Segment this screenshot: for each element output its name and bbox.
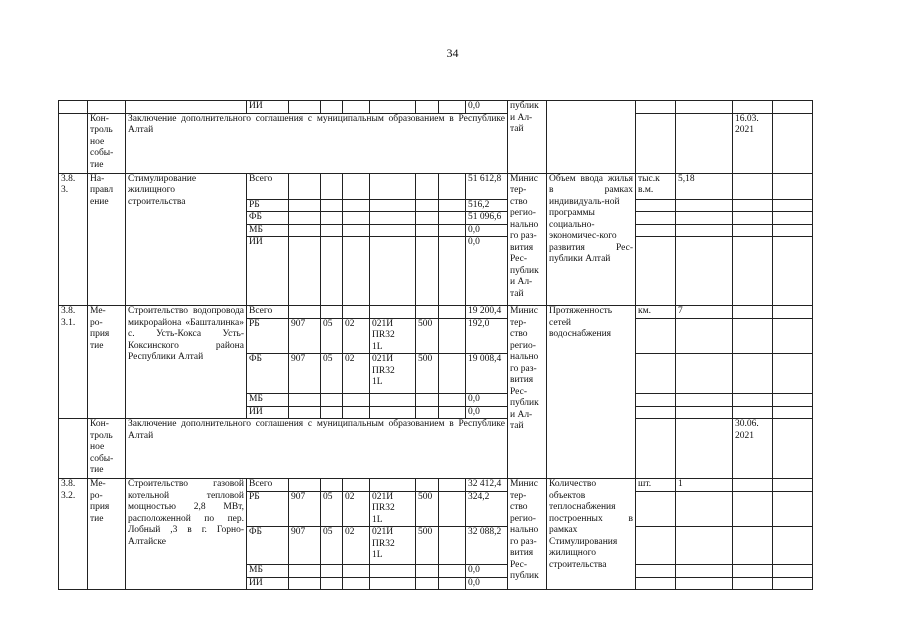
grbs-cell: 907 (289, 354, 321, 394)
rz-cell: 05 (321, 491, 343, 527)
amount-cell: 0,0 (466, 237, 508, 306)
vr-cell: 500 (416, 527, 439, 565)
item-number: 3.8. 3. (59, 173, 88, 306)
table-row (59, 173, 813, 199)
executor-cell: Минис тер- ство регио- нально го раз- вития Рес- публик (508, 479, 547, 590)
source-cell: МБ (247, 565, 289, 578)
unit-cell: шт. (636, 479, 676, 492)
event-type-cell: Кон- троль ное собы- тие (88, 419, 126, 479)
source-cell: ФБ (247, 527, 289, 565)
source-cell: ФБ (247, 354, 289, 394)
grbs-cell: 907 (289, 527, 321, 565)
csr-cell: 021И ПR32 1L (370, 527, 416, 565)
source-cell: РБ (247, 491, 289, 527)
indicator-cell: Количество объектов теплоснабжения построенных в рамках Стимулирования жилищного строительства (547, 479, 636, 590)
page-number: 34 (446, 46, 459, 60)
event-date-cell: 16.03. 2021 (733, 113, 773, 173)
source-cell: РБ (247, 199, 289, 212)
amount-cell: 0,0 (466, 406, 508, 419)
source-cell: ИИ (247, 406, 289, 419)
target-cell: 1 (676, 479, 733, 492)
executor-cell: Минис тер- ство регио- нально го раз- вития Рес- публик и Ал- тай (508, 306, 547, 479)
amount-cell: 0,0 (466, 565, 508, 578)
source-cell: ИИ (247, 101, 289, 114)
event-text-cell: Заключение дополнительного соглашения с муниципальным образованием в Республике Алтай (126, 419, 508, 479)
source-cell: МБ (247, 394, 289, 407)
unit-cell: км. (636, 306, 676, 319)
table-row (59, 479, 813, 492)
vr-cell: 500 (416, 318, 439, 354)
amount-cell: 324,2 (466, 491, 508, 527)
amount-cell: 19 200,4 (466, 306, 508, 319)
source-cell: Всего (247, 306, 289, 319)
unit-cell: тыс.к в.м. (636, 173, 676, 199)
table-row (59, 419, 813, 479)
pr-cell: 02 (343, 354, 370, 394)
amount-cell: 0,0 (466, 577, 508, 590)
rz-cell: 05 (321, 527, 343, 565)
source-cell: МБ (247, 224, 289, 237)
table-row (59, 306, 813, 319)
source-cell: Всего (247, 479, 289, 492)
amount-cell: 32 088,2 (466, 527, 508, 565)
rz-cell: 05 (321, 354, 343, 394)
source-cell: ИИ (247, 577, 289, 590)
item-type: На- правл ение (88, 173, 126, 306)
item-name: Стимулирование жилищного строительства (126, 173, 247, 306)
amount-cell: 0,0 (466, 101, 508, 114)
plan-table (58, 100, 813, 590)
target-cell: 7 (676, 306, 733, 319)
target-cell: 5,18 (676, 173, 733, 199)
item-number: 3.8. 3.2. (59, 479, 88, 590)
item-number: 3.8. 3.1. (59, 306, 88, 419)
csr-cell: 021И ПR32 1L (370, 318, 416, 354)
table-row (59, 101, 813, 114)
table-row (59, 113, 813, 173)
vr-cell: 500 (416, 491, 439, 527)
source-cell: Всего (247, 173, 289, 199)
csr-cell: 021И ПR32 1L (370, 354, 416, 394)
item-name: Строительство газовой котельной тепловой мощностью 2,8 МВт, расположенной по пер. Лобный ,3 в г. Горно-Алтайске (126, 479, 247, 590)
source-cell: ИИ (247, 237, 289, 306)
event-date-cell: 30.06. 2021 (733, 419, 773, 479)
pr-cell: 02 (343, 318, 370, 354)
item-type: Ме- ро- прия тие (88, 479, 126, 590)
pr-cell: 02 (343, 527, 370, 565)
item-type: Ме- ро- прия тие (88, 306, 126, 419)
source-cell: РБ (247, 318, 289, 354)
amount-cell: 0,0 (466, 394, 508, 407)
pr-cell: 02 (343, 491, 370, 527)
rz-cell: 05 (321, 318, 343, 354)
amount-cell: 19 008,4 (466, 354, 508, 394)
csr-cell: 021И ПR32 1L (370, 491, 416, 527)
amount-cell: 192,0 (466, 318, 508, 354)
amount-cell: 32 412,4 (466, 479, 508, 492)
amount-cell: 0,0 (466, 224, 508, 237)
amount-cell: 516,2 (466, 199, 508, 212)
grbs-cell: 907 (289, 491, 321, 527)
amount-cell: 51 096,6 (466, 212, 508, 225)
source-cell: ФБ (247, 212, 289, 225)
indicator-cell: Протяженность сетей водоснабжения (547, 306, 636, 479)
executor-cell: Минис тер- ство регио- нально го раз- вития Рес- публик и Ал- тай (508, 173, 547, 306)
indicator-cell: Объем ввода жилья в рамках индивидуаль-ной программы социально-экономичес-кого развития Рес-публики Алтай (547, 173, 636, 306)
event-type-cell: Кон- троль ное собы- тие (88, 113, 126, 173)
vr-cell: 500 (416, 354, 439, 394)
grbs-cell: 907 (289, 318, 321, 354)
event-text-cell: Заключение дополнительного соглашения с муниципальным образованием в Республике Алтай (126, 113, 508, 173)
amount-cell: 51 612,8 (466, 173, 508, 199)
item-name: Строительство водопровода микрорайона «Башталинка» с. Усть-Кокса Усть-Коксинского района Республики Алтай (126, 306, 247, 419)
executor-cell: публик и Ал- тай (508, 101, 547, 174)
